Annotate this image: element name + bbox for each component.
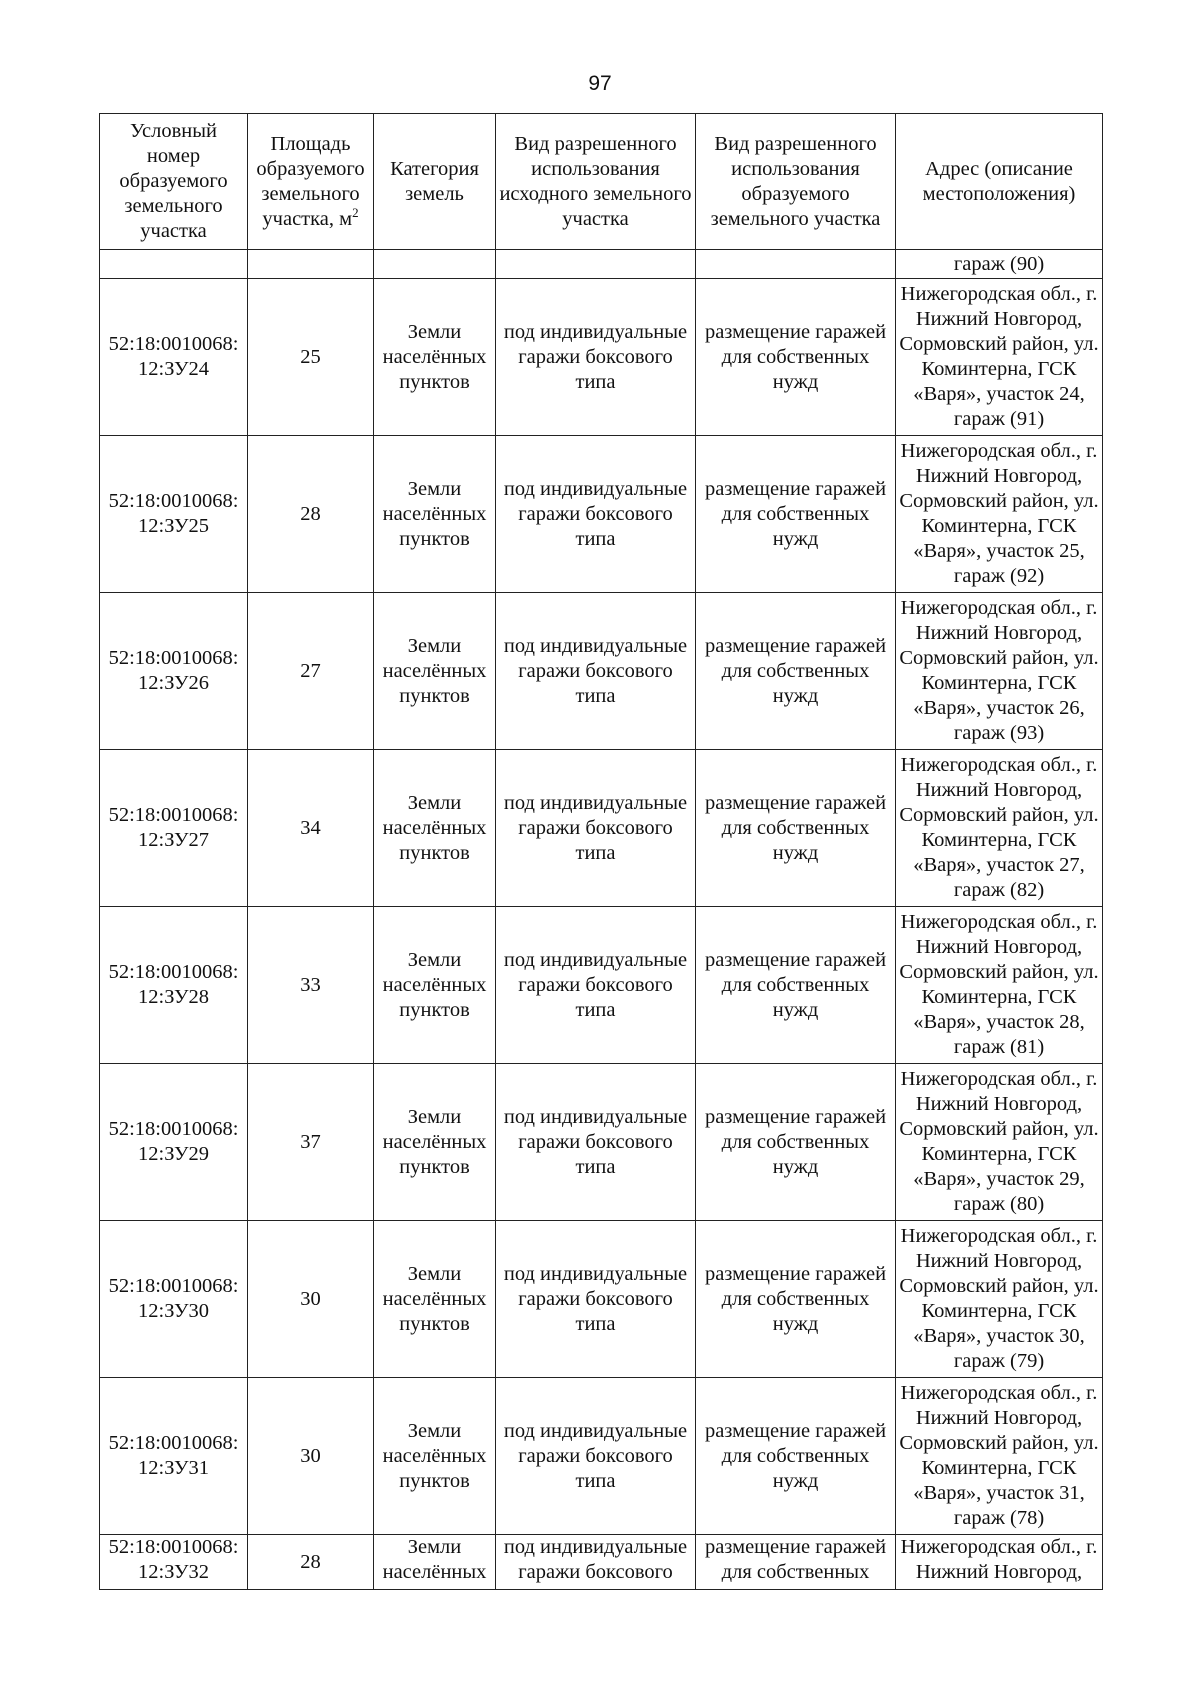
cell-land-category: Земли населённых пунктов (374, 1064, 496, 1221)
cell-empty (496, 250, 696, 279)
cell-plot-number: 52:18:0010068: 12:ЗУ28 (100, 907, 248, 1064)
cell-plot-number: 52:18:0010068: 12:ЗУ24 (100, 279, 248, 436)
cell-target-use: размещение гаражей для собственных нужд (696, 1378, 896, 1535)
cell-empty (696, 250, 896, 279)
cell-land-category: Земли населённых пунктов (374, 907, 496, 1064)
table-row (100, 907, 1103, 1064)
cell-source-use: под индивидуальные гаражи боксового типа (496, 1064, 696, 1221)
cell-address: Нижегородская обл., г. Нижний Новгород, Сормовский район, ул. Коминтерна, ГСК «Варя», участок 30, гараж (79) (896, 1221, 1103, 1378)
header-land-category: Категория земель (374, 114, 496, 250)
cell-plot-number: 52:18:0010068: 12:ЗУ31 (100, 1378, 248, 1535)
header-target-use: Вид разрешенного использования образуемого земельного участка (696, 114, 896, 250)
cell-target-use: размещение гаражей для собственных нужд (696, 1221, 896, 1378)
continuation-row (100, 250, 1103, 279)
table-row (100, 1378, 1103, 1535)
table-row-partial (100, 1535, 1103, 1590)
cell-land-category: Земли населённых пунктов (374, 1221, 496, 1378)
table-row (100, 750, 1103, 907)
header-source-use: Вид разрешенного использования исходного земельного участка (496, 114, 696, 250)
cell-target-use: размещение гаражей для собственных (696, 1535, 896, 1590)
table-row (100, 1064, 1103, 1221)
cell-address: Нижегородская обл., г. Нижний Новгород, Сормовский район, ул. Коминтерна, ГСК «Варя», участок 27, гараж (82) (896, 750, 1103, 907)
table-row (100, 593, 1103, 750)
cell-area: 30 (248, 1221, 374, 1378)
cell-land-category: Земли населённых (374, 1535, 496, 1590)
cell-area: 28 (248, 1535, 374, 1590)
cell-land-category: Земли населённых пунктов (374, 750, 496, 907)
cell-source-use: под индивидуальные гаражи боксового типа (496, 593, 696, 750)
cell-plot-number: 52:18:0010068: 12:ЗУ30 (100, 1221, 248, 1378)
header-address: Адрес (описание местоположения) (896, 114, 1103, 250)
cell-source-use: под индивидуальные гаражи боксового типа (496, 750, 696, 907)
header-area-unit-sup: 2 (352, 204, 359, 220)
cell-target-use: размещение гаражей для собственных нужд (696, 593, 896, 750)
cell-address: Нижегородская обл., г. Нижний Новгород, Сормовский район, ул. Коминтерна, ГСК «Варя», участок 26, гараж (93) (896, 593, 1103, 750)
table-row (100, 279, 1103, 436)
cell-land-category: Земли населённых пунктов (374, 279, 496, 436)
header-area (248, 114, 374, 250)
header-plot-number: Условный номер образуемого земельного участка (100, 114, 248, 250)
cell-target-use: размещение гаражей для собственных нужд (696, 750, 896, 907)
cell-plot-number: 52:18:0010068: 12:ЗУ27 (100, 750, 248, 907)
cell-area: 27 (248, 593, 374, 750)
cell-address: Нижегородская обл., г. Нижний Новгород, Сормовский район, ул. Коминтерна, ГСК «Варя», участок 29, гараж (80) (896, 1064, 1103, 1221)
cell-source-use: под индивидуальные гаражи боксового типа (496, 907, 696, 1064)
cell-land-category: Земли населённых пунктов (374, 436, 496, 593)
page-number: 97 (588, 72, 612, 95)
cell-source-use: под индивидуальные гаражи боксового типа (496, 436, 696, 593)
cell-source-use: под индивидуальные гаражи боксового типа (496, 279, 696, 436)
cell-plot-number: 52:18:0010068: 12:ЗУ25 (100, 436, 248, 593)
cell-target-use: размещение гаражей для собственных нужд (696, 907, 896, 1064)
cell-source-use: под индивидуальные гаражи боксового типа (496, 1378, 696, 1535)
table-header-row (100, 114, 1103, 250)
cell-target-use: размещение гаражей для собственных нужд (696, 279, 896, 436)
table-row (100, 436, 1103, 593)
cell-area: 28 (248, 436, 374, 593)
cell-area: 37 (248, 1064, 374, 1221)
cell-target-use: размещение гаражей для собственных нужд (696, 1064, 896, 1221)
table-row (100, 1221, 1103, 1378)
cell-area: 34 (248, 750, 374, 907)
cell-land-category: Земли населённых пунктов (374, 1378, 496, 1535)
land-plots-table (99, 113, 1103, 1590)
cell-plot-number: 52:18:0010068: 12:ЗУ29 (100, 1064, 248, 1221)
cell-address-tail: гараж (90) (896, 250, 1103, 279)
cell-address: Нижегородская обл., г. Нижний Новгород, (896, 1535, 1103, 1590)
cell-plot-number: 52:18:0010068: 12:ЗУ32 (100, 1535, 248, 1590)
cell-area: 25 (248, 279, 374, 436)
cell-empty (248, 250, 374, 279)
cell-address: Нижегородская обл., г. Нижний Новгород, Сормовский район, ул. Коминтерна, ГСК «Варя», участок 24, гараж (91) (896, 279, 1103, 436)
cell-address: Нижегородская обл., г. Нижний Новгород, Сормовский район, ул. Коминтерна, ГСК «Варя», участок 31, гараж (78) (896, 1378, 1103, 1535)
cell-area: 30 (248, 1378, 374, 1535)
cell-empty (374, 250, 496, 279)
cell-source-use: под индивидуальные гаражи боксового типа (496, 1221, 696, 1378)
cell-address: Нижегородская обл., г. Нижний Новгород, Сормовский район, ул. Коминтерна, ГСК «Варя», участок 25, гараж (92) (896, 436, 1103, 593)
cell-target-use: размещение гаражей для собственных нужд (696, 436, 896, 593)
cell-land-category: Земли населённых пунктов (374, 593, 496, 750)
header-area-label: Площадь образуемого земельного участка, м (256, 132, 365, 230)
cell-source-use: под индивидуальные гаражи боксового (496, 1535, 696, 1590)
cell-area: 33 (248, 907, 374, 1064)
cell-empty (100, 250, 248, 279)
cell-address: Нижегородская обл., г. Нижний Новгород, Сормовский район, ул. Коминтерна, ГСК «Варя», участок 28, гараж (81) (896, 907, 1103, 1064)
cell-plot-number: 52:18:0010068: 12:ЗУ26 (100, 593, 248, 750)
